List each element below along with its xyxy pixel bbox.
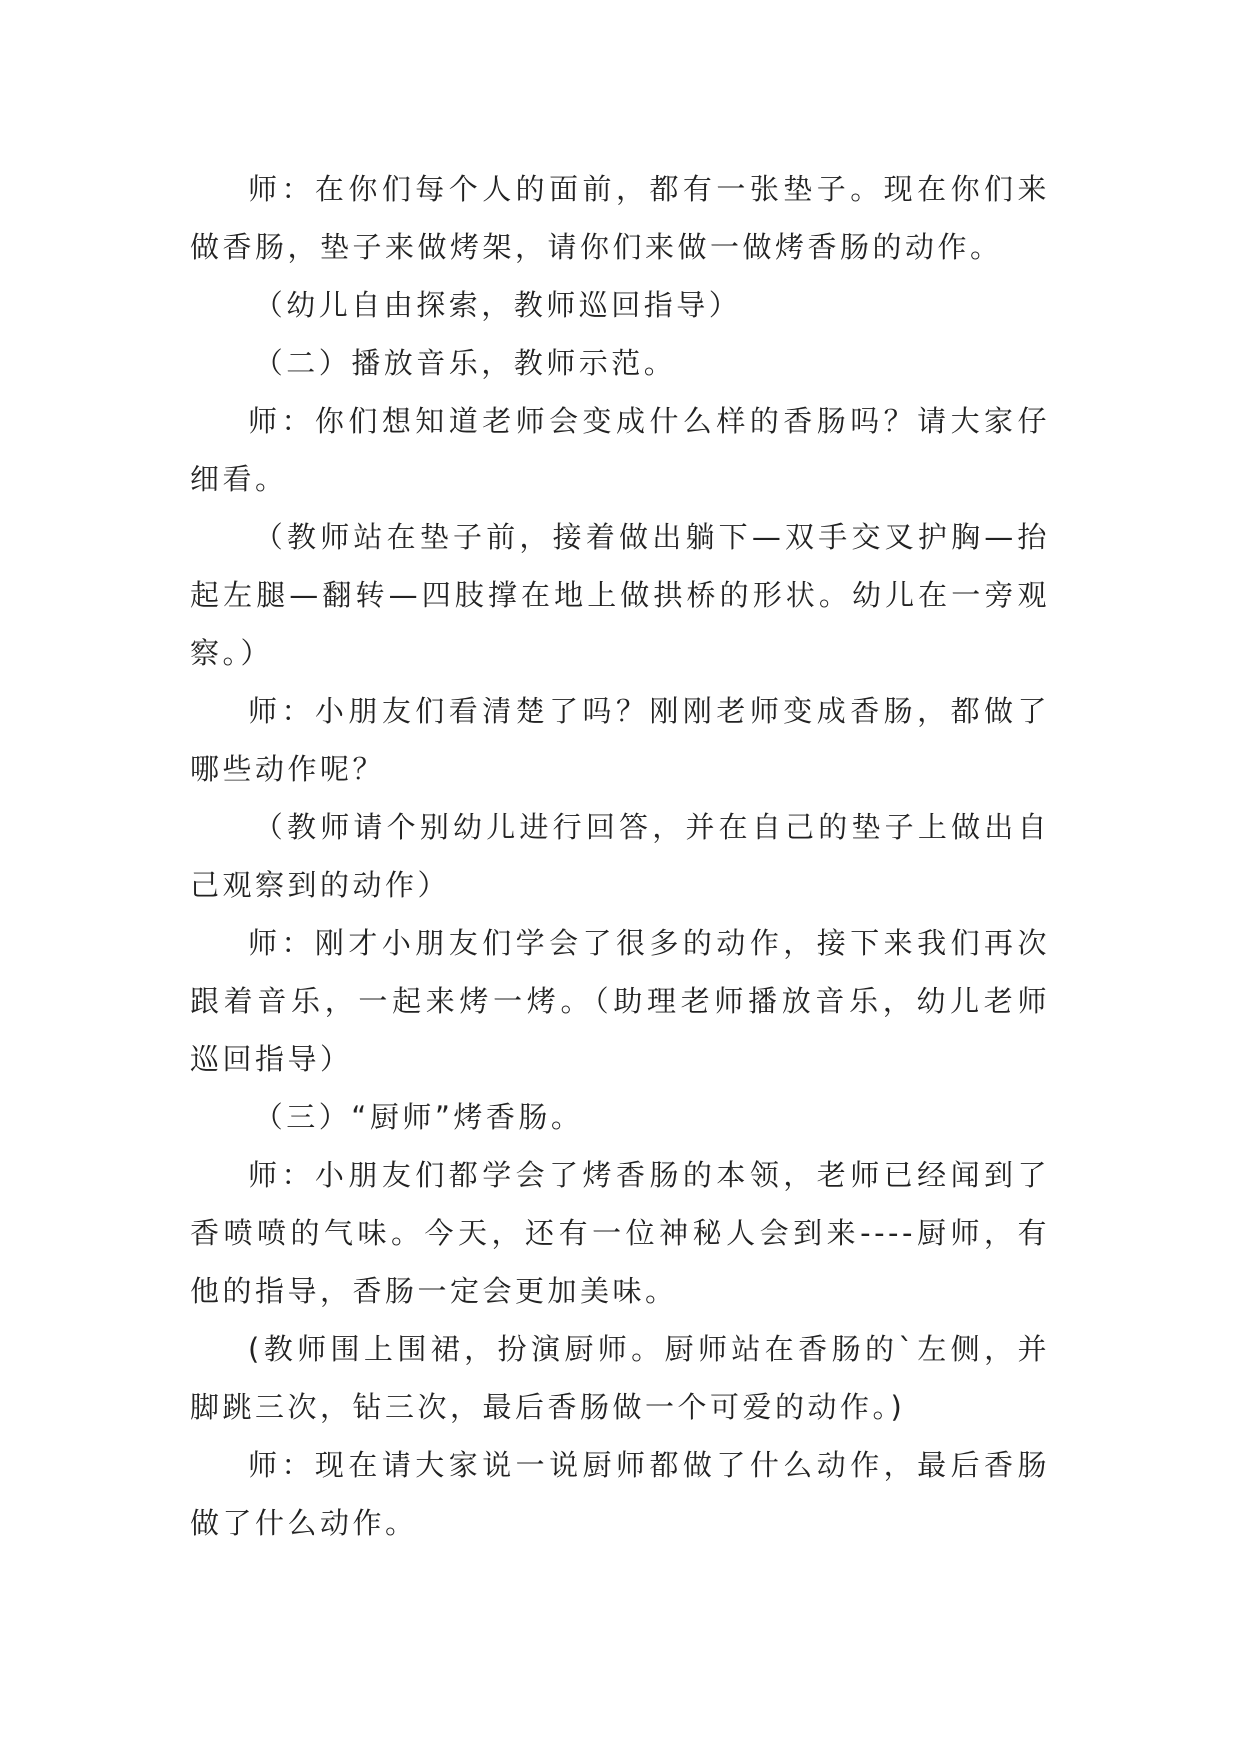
paragraph-11: (教师围上围裙，扮演厨师。厨师站在香肠的`左侧，并脚跳三次，钻三次，最后香肠做一个可爱的动作。) (190, 1332, 1050, 1424)
document-body (190, 160, 1050, 1552)
paragraph-5: （教师站在垫子前，接着做出躺下—双手交叉护胸—抬起左腿—翻转—四肢撑在地上做拱桥的形状。幼儿在一旁观察。） (190, 520, 1050, 670)
paragraph-10: 师：小朋友们都学会了烤香肠的本领，老师已经闻到了香喷喷的气味。今天，还有一位神秘人会到来----厨师，有他的指导，香肠一定会更加美味。 (190, 1158, 1050, 1308)
paragraph-9: （三）“厨师”烤香肠。 (253, 1100, 584, 1134)
paragraph-4: 师：你们想知道老师会变成什么样的香肠吗？请大家仔细看。 (190, 404, 1050, 496)
paragraph-8: 师：刚才小朋友们学会了很多的动作，接下来我们再次跟着音乐，一起来烤一烤。（助理老师播放音乐，幼儿老师巡回指导） (190, 926, 1050, 1076)
paragraph-1: 师：在你们每个人的面前，都有一张垫子。现在你们来做香肠，垫子来做烤架，请你们来做一做烤香肠的动作。 (190, 172, 1050, 264)
paragraph-7: （教师请个别幼儿进行回答，并在自己的垫子上做出自己观察到的动作） (190, 810, 1050, 902)
paragraph-3: （二）播放音乐，教师示范。 (253, 346, 677, 380)
paragraph-12: 师：现在请大家说一说厨师都做了什么动作，最后香肠做了什么动作。 (190, 1448, 1050, 1540)
paragraph-2: （幼儿自由探索，教师巡回指导） (253, 288, 742, 322)
paragraph-6: 师：小朋友们看清楚了吗？刚刚老师变成香肠，都做了哪些动作呢？ (190, 694, 1050, 786)
